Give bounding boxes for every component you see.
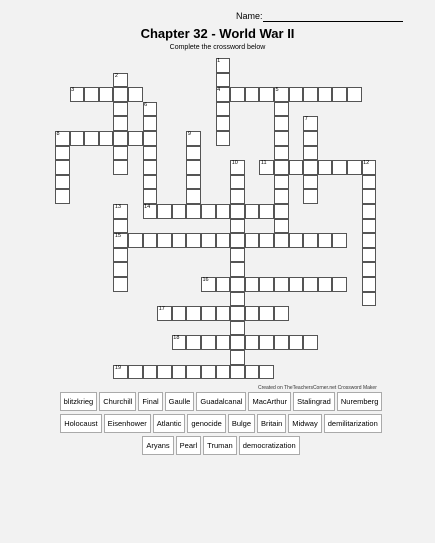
crossword-cell[interactable] [303,277,318,292]
crossword-cell[interactable] [303,335,318,350]
crossword-cell[interactable] [128,131,143,146]
clue-number: 15 [114,233,122,240]
word-bank-item: Pearl [176,436,202,455]
crossword-cell[interactable] [230,350,245,365]
clue-number: 19 [114,364,122,371]
clue-number: 2 [114,72,118,79]
crossword-cell[interactable] [113,87,128,102]
crossword-cell[interactable] [128,233,143,248]
clue-number: 1 [217,58,221,64]
crossword-cell[interactable] [259,365,274,380]
crossword-cell[interactable] [99,131,114,146]
word-bank-item: MacArthur [248,392,291,411]
crossword-cell[interactable] [245,87,260,102]
crossword-cell[interactable] [332,87,347,102]
crossword-cell[interactable] [259,233,274,248]
crossword-cell[interactable] [113,116,128,131]
crossword-cell[interactable] [274,204,289,219]
crossword-cell[interactable] [186,233,201,248]
crossword-cell[interactable] [143,175,158,190]
crossword-cell[interactable] [303,87,318,102]
crossword-cell[interactable] [230,262,245,277]
word-bank-item: Gaulle [165,392,195,411]
crossword-cell[interactable] [113,262,128,277]
crossword-cell[interactable] [274,219,289,234]
crossword-cell[interactable] [332,233,347,248]
word-bank-item: Eisenhower [104,414,151,433]
word-bank-item: Holocaust [60,414,101,433]
word-bank-item: Guadalcanal [196,392,246,411]
crossword-cell[interactable] [245,306,260,321]
crossword-cell[interactable] [186,204,201,219]
crossword-cell[interactable] [303,160,318,175]
crossword-cell[interactable] [303,131,318,146]
crossword-cell[interactable] [303,146,318,161]
crossword-cell[interactable] [303,189,318,204]
crossword-cell[interactable] [230,248,245,263]
crossword-cell[interactable] [113,219,128,234]
crossword-cell[interactable] [186,146,201,161]
crossword-cell[interactable] [84,131,99,146]
crossword-cell[interactable] [362,248,377,263]
crossword-cell[interactable] [216,116,231,131]
crossword-cell[interactable] [186,160,201,175]
crossword-cell[interactable] [274,306,289,321]
clue-number: 13 [114,204,122,210]
clue-number: 11 [260,160,267,167]
crossword-cell[interactable] [55,189,70,204]
word-bank-item: blitzkrieg [60,392,98,411]
crossword-cell[interactable] [274,146,289,161]
word-bank-item: Final [138,392,162,411]
crossword-cell[interactable] [230,204,245,219]
page-subtitle: Complete the crossword below [169,44,266,51]
crossword-cell[interactable] [347,87,362,102]
crossword-cell[interactable] [274,277,289,292]
crossword-cell[interactable] [362,292,377,307]
crossword-cell[interactable] [259,306,274,321]
crossword-cell[interactable] [274,335,289,350]
page-title: Chapter 32 - World War II [140,26,295,41]
crossword-cell[interactable] [318,277,333,292]
word-bank-item: Britain [257,414,286,433]
crossword-cell[interactable] [113,146,128,161]
clue-number: 6 [144,101,148,108]
crossword-cell[interactable] [113,248,128,263]
crossword-cell[interactable] [332,160,347,175]
clue-number: 17 [158,306,165,313]
crossword-cell[interactable] [274,189,289,204]
crossword-cell[interactable] [274,131,289,146]
name-label: Name: [236,11,263,21]
crossword-cell[interactable] [259,335,274,350]
crossword-cell[interactable] [303,233,318,248]
crossword-cell[interactable] [318,233,333,248]
crossword-cell[interactable] [172,233,187,248]
crossword-cell[interactable] [230,219,245,234]
crossword-cell[interactable] [216,204,231,219]
crossword-cell[interactable] [186,335,201,350]
crossword-cell[interactable] [201,233,216,248]
crossword-cell[interactable] [318,87,333,102]
crossword-cell[interactable] [318,160,333,175]
crossword-cell[interactable] [259,204,274,219]
crossword-cell[interactable] [113,102,128,117]
crossword-cell[interactable] [186,175,201,190]
crossword-cell[interactable] [157,365,172,380]
word-bank-item: Aryans [142,436,173,455]
crossword-cell[interactable] [216,131,231,146]
crossword-cell[interactable] [143,365,158,380]
clue-number: 16 [202,277,209,283]
crossword-cell[interactable] [172,306,187,321]
crossword-cell[interactable] [362,277,377,292]
clue-number: 3 [71,87,75,94]
clue-number: 8 [56,131,60,137]
crossword-cell[interactable] [216,277,231,292]
word-bank-item: genocide [187,414,225,433]
crossword-cell[interactable] [216,306,231,321]
crossword-cell[interactable] [245,233,260,248]
crossword-cell[interactable] [289,160,304,175]
crossword-cell[interactable] [157,204,172,219]
crossword-cell[interactable] [289,87,304,102]
crossword-cell[interactable] [274,233,289,248]
crossword-cell[interactable] [99,87,114,102]
word-bank-item: Nuremberg [337,392,383,411]
crossword-cell[interactable] [84,87,99,102]
crossword-cell[interactable] [186,189,201,204]
crossword-cell[interactable] [230,233,245,248]
crossword-cell[interactable] [143,160,158,175]
crossword-cell[interactable] [289,233,304,248]
crossword-cell[interactable] [230,365,245,380]
word-bank-item: Atlantic [153,414,186,433]
crossword-cell[interactable] [245,204,260,219]
crossword-cell[interactable] [143,189,158,204]
crossword-cell[interactable] [230,321,245,336]
clue-number: 12 [363,160,370,167]
crossword-cell[interactable] [55,146,70,161]
crossword-cell[interactable] [143,146,158,161]
crossword-cell[interactable] [259,277,274,292]
crossword-cell[interactable] [230,87,245,102]
clue-number: 14 [144,204,151,210]
crossword-cell[interactable] [289,335,304,350]
crossword-cell[interactable] [245,335,260,350]
crossword-cell[interactable] [362,262,377,277]
clue-number: 4 [217,87,221,94]
clue-number: 5 [275,87,279,94]
word-bank-row-1 [35,392,407,411]
crossword-cell[interactable] [230,335,245,350]
crossword-cell[interactable] [332,277,347,292]
crossword-cell[interactable] [201,335,216,350]
crossword-cell[interactable] [303,175,318,190]
crossword-cell[interactable] [70,131,85,146]
crossword-cell[interactable] [216,335,231,350]
word-bank-item: Midway [288,414,321,433]
clue-number: 7 [304,116,308,123]
crossword-cell[interactable] [245,277,260,292]
crossword-cell[interactable] [113,277,128,292]
crossword-cell[interactable] [230,175,245,190]
word-bank-item: Churchill [99,392,136,411]
crossword-cell[interactable] [55,160,70,175]
word-bank-row-3 [35,436,407,455]
crossword-cell[interactable] [274,160,289,175]
crossword-cell[interactable] [113,160,128,175]
crossword-cell[interactable] [172,365,187,380]
crossword-cell[interactable] [186,365,201,380]
crossword-cell[interactable] [362,233,377,248]
credit-text: Created on TheTeachersCorner.net Crossword Maker [258,385,377,391]
word-bank-item: Bulge [228,414,255,433]
crossword-cell[interactable] [216,73,231,88]
crossword-cell[interactable] [201,204,216,219]
crossword-cell[interactable] [230,292,245,307]
crossword-cell[interactable] [113,131,128,146]
crossword-cell[interactable] [230,189,245,204]
word-bank-item: Stalingrad [293,392,335,411]
crossword-cell[interactable] [362,175,377,190]
crossword-cell[interactable] [274,102,289,117]
crossword-cell[interactable] [216,365,231,380]
crossword-cell[interactable] [143,116,158,131]
crossword-cell[interactable] [201,306,216,321]
clue-number: 9 [187,131,191,137]
crossword-cell[interactable] [216,233,231,248]
crossword-cell[interactable] [362,219,377,234]
word-bank-item: demilitarization [324,414,382,433]
clue-number: 10 [231,160,238,167]
crossword-cell[interactable] [128,365,143,380]
crossword-cell[interactable] [274,116,289,131]
crossword-cell[interactable] [289,277,304,292]
crossword-cell[interactable] [347,160,362,175]
crossword-cell[interactable] [143,131,158,146]
crossword-cell[interactable] [362,189,377,204]
crossword-cell[interactable] [259,87,274,102]
crossword-cell[interactable] [230,277,245,292]
word-bank-item: Truman [203,436,237,455]
clue-number: 18 [173,335,180,342]
crossword-cell[interactable] [128,87,143,102]
word-bank-row-2 [35,414,407,433]
crossword-cell[interactable] [216,102,231,117]
word-bank-item: democratization [239,436,300,455]
crossword-cell[interactable] [172,204,187,219]
crossword-cell[interactable] [245,365,260,380]
crossword-cell[interactable] [186,306,201,321]
crossword-cell[interactable] [362,204,377,219]
crossword-cell[interactable] [274,175,289,190]
crossword-cell[interactable] [230,306,245,321]
crossword-cell[interactable] [157,233,172,248]
crossword-cell[interactable] [55,175,70,190]
crossword-cell[interactable] [201,365,216,380]
crossword-cell[interactable] [143,233,158,248]
word-bank [35,392,407,458]
